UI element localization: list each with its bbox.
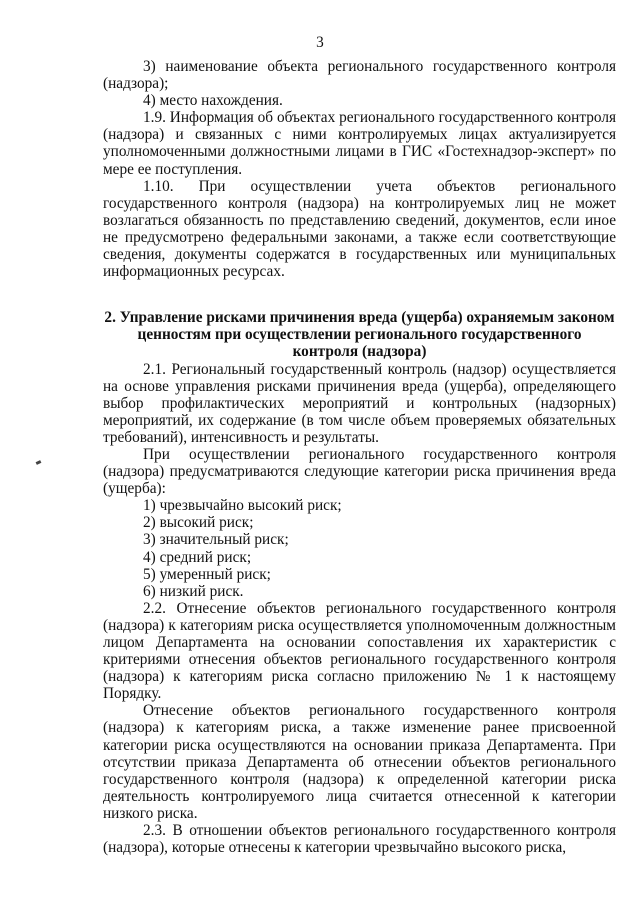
scan-mark: [36, 460, 42, 465]
paragraph-1-10: 1.10. При осуществлении учета объектов регионального государственного контроля (надзора) на контролируемых лиц не может возлагаться обязанность по представлению сведений, документов, если иное не предусмотрено федеральными законами, а также если соответствующие сведения, документы содержатся в государственных или муниципальных информационных ресурсах.: [103, 177, 616, 281]
page-number: 3: [316, 34, 324, 51]
paragraph-2-1: 2.1. Региональный государственный контроль (надзор) осуществляется на основе управления рисками причинения вреда (ущерба), определяющего выбор профилактических мероприятий и контрольных (надзорных) мероприятий, их содержание (в том числе объем проверяемых обязательных требований), интенсивность и результаты.: [103, 360, 616, 446]
risk-item: 2) высокий риск;: [143, 514, 254, 532]
section-heading: 2. Управление рисками причинения вреда (ущерба) охраняемым законом ценностям при осуществлении регионального государственного контроля (надзора): [104, 309, 615, 361]
risk-item: 3) значительный риск;: [143, 531, 289, 549]
paragraph-1-9: 1.9. Информация об объектах регионального государственного контроля (надзора) и связанных с ними контролируемых лицах актуализируется уполномоченными должностными лицами в ГИС «Гостехнадзор-эксперт» по мере ее поступления.: [103, 109, 616, 178]
risk-item: 6) низкий риск.: [143, 582, 244, 600]
paragraph-2-3: 2.3. В отношении объектов регионального государственного контроля (надзора), которые отнесены к категории чрезвычайно высокого риска,: [103, 822, 616, 857]
risk-item: 5) умеренный риск;: [143, 565, 271, 583]
risk-item: 4) средний риск;: [143, 548, 252, 566]
list-item-3: 3) наименование объекта регионального государственного контроля (надзора);: [103, 58, 616, 93]
paragraph-2-2: 2.2. Отнесение объектов регионального государственного контроля (надзора) к категориям риска осуществляется уполномоченным должностным лицом Департамента на основании сопоставления их характеристик с критериями отнесения объектов регионального государственного контроля (надзора) к категориям риска согласно приложению № 1 к настоящему Порядку.: [103, 599, 616, 703]
document-body: [103, 58, 616, 856]
paragraph-risk-categories-intro: При осуществлении регионального государственного контроля (надзора) предусматриваются следующие категории риска причинения вреда (ущерба):: [103, 445, 616, 498]
paragraph-risk-assignment: Отнесение объектов регионального государственного контроля (надзора) к категориям риска, а также изменение ранее присвоенной категории риска осуществляются на основании приказа Департамента. При отсутствии приказа Департамента об отнесении объектов регионального государственного контроля (надзора) к определенной категории риска деятельность контролируемого лица считается отнесенной к категории низкого риска.: [103, 702, 616, 822]
risk-item: 1) чрезвычайно высокий риск;: [143, 497, 342, 515]
list-item-4: 4) место нахождения.: [143, 92, 283, 110]
